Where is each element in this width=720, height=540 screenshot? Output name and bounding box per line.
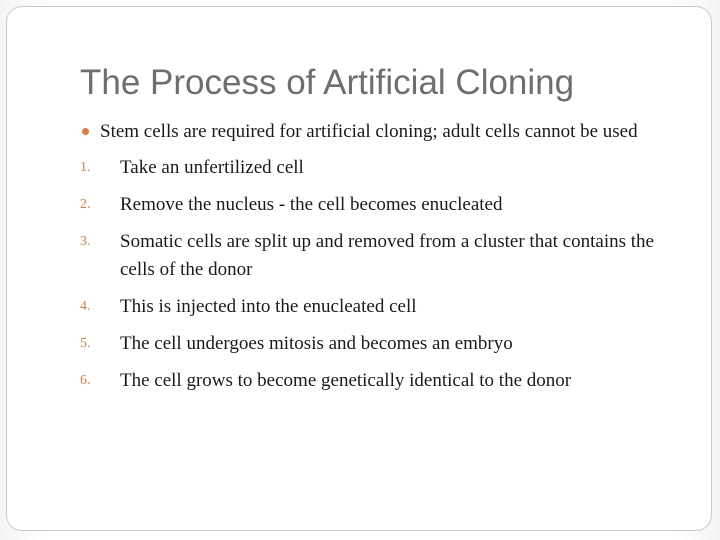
numbered-item (80, 367, 690, 395)
step-number: 3. (80, 234, 91, 249)
step-number: 4. (80, 299, 91, 314)
numbered-item (80, 293, 690, 321)
slide-content-list (80, 118, 690, 404)
step-number: 5. (80, 336, 91, 351)
bullet-text: Stem cells are required for artificial cloning; adult cells cannot be used (100, 121, 638, 142)
step-text: This is injected into the enucleated cell (120, 296, 417, 317)
step-text: The cell undergoes mitosis and becomes an embryo (120, 333, 513, 354)
step-text: Somatic cells are split up and removed from a cluster that contains the cells of the donor (120, 231, 654, 280)
step-text: The cell grows to become genetically identical to the donor (120, 370, 572, 391)
slide-title: The Process of Artificial Cloning (80, 63, 575, 102)
step-text: Remove the nucleus - the cell becomes enucleated (120, 194, 503, 215)
step-number: 1. (80, 160, 91, 175)
step-number: 6. (80, 373, 91, 388)
bullet-icon (82, 128, 89, 135)
numbered-item (80, 228, 690, 284)
step-number: 2. (80, 197, 91, 212)
step-text: Take an unfertilized cell (120, 157, 304, 178)
numbered-item (80, 191, 690, 219)
numbered-item (80, 154, 690, 182)
numbered-item (80, 330, 690, 358)
bullet-item (80, 118, 690, 146)
